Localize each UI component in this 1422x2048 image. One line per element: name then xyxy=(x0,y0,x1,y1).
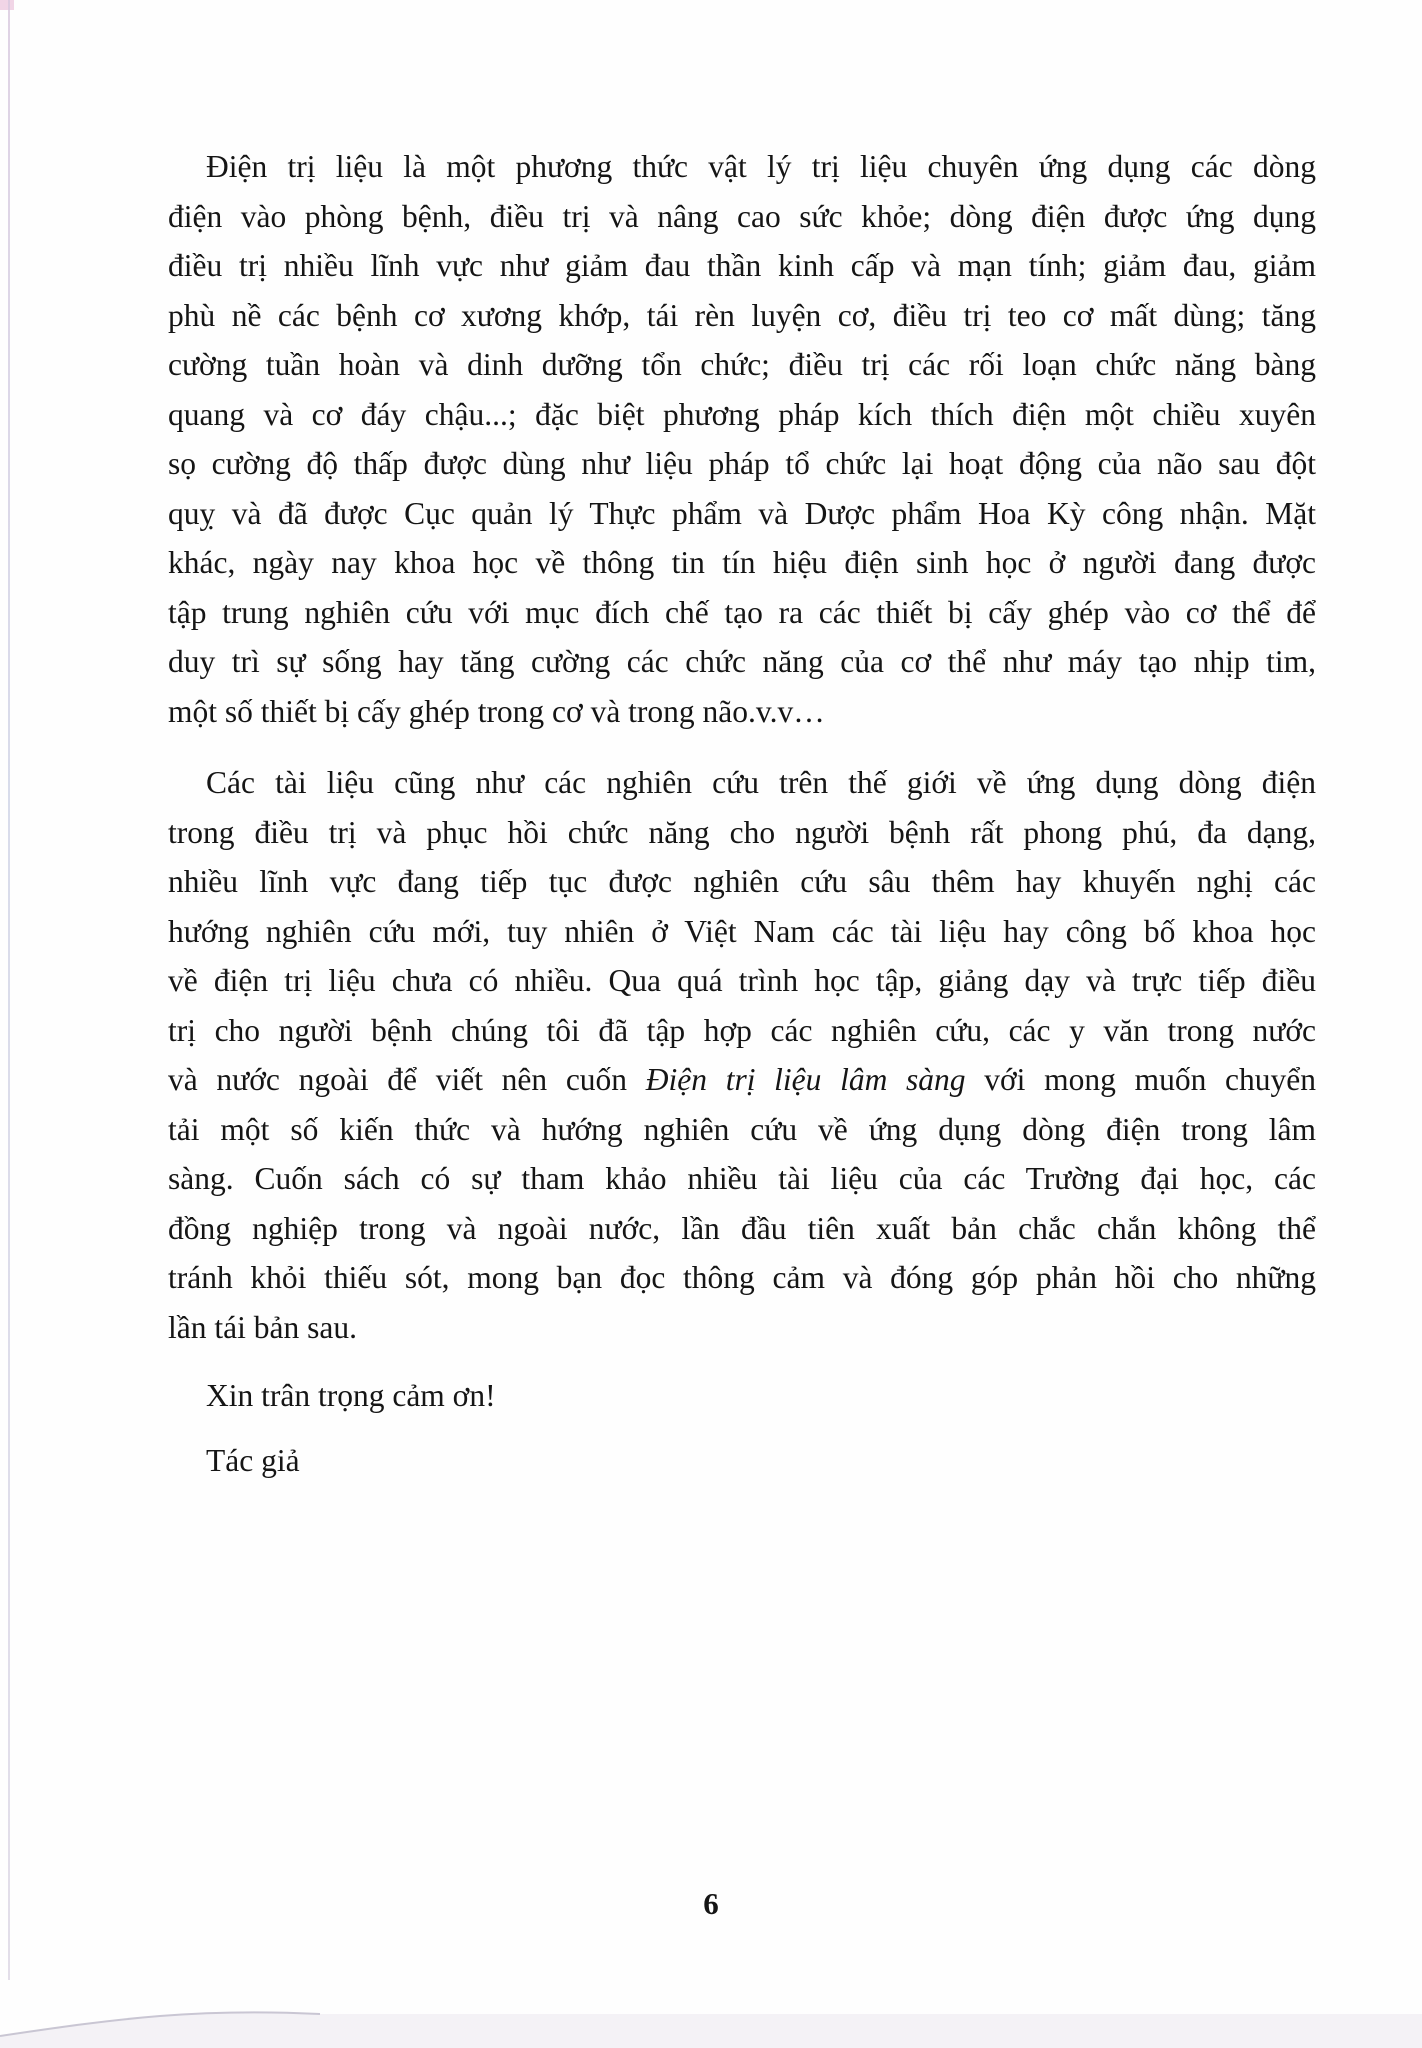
paragraph-2 xyxy=(168,758,1316,1352)
text-line: quỵ và đã được Cục quản lý Thực phẩm và Dược phẩm Hoa Kỳ công nhận. Mặt xyxy=(168,495,1316,531)
page-number: 6 xyxy=(703,1886,719,1921)
author-signature: Tác giả xyxy=(206,1443,300,1478)
text-segment: và nước ngoài để viết nên cuốn xyxy=(168,1062,646,1097)
paragraph-1 xyxy=(168,142,1316,736)
book-title: Điện trị liệu lâm sàng xyxy=(645,1062,966,1097)
text-line: điện vào phòng bệnh, điều trị và nâng cao sức khỏe; dòng điện được ứng dụng xyxy=(168,198,1316,234)
text-line: đồng nghiệp trong và ngoài nước, lần đầu tiên xuất bản chắc chắn không thể xyxy=(168,1210,1316,1246)
text-line: tập trung nghiên cứu với mục đích chế tạo ra các thiết bị cấy ghép vào cơ thể để xyxy=(168,594,1316,630)
text-line: trong điều trị và phục hồi chức năng cho người bệnh rất phong phú, đa dạng, xyxy=(168,814,1316,850)
text-line: nhiều lĩnh vực đang tiếp tục được nghiên cứu sâu thêm hay khuyến nghị các xyxy=(168,864,1316,899)
text-line: cường tuần hoàn và dinh dưỡng tổn chức; điều trị các rối loạn chức năng bàng xyxy=(168,347,1316,382)
text-line: khác, ngày nay khoa học về thông tin tín hiệu điện sinh học ở người đang được xyxy=(168,545,1316,580)
text-line: sọ cường độ thấp được dùng như liệu pháp tổ chức lại hoạt động của não sau đột xyxy=(168,446,1316,481)
text-line: Điện trị liệu là một phương thức vật lý trị liệu chuyên ứng dụng các dòng xyxy=(206,149,1316,184)
text-line: về điện trị liệu chưa có nhiều. Qua quá trình học tập, giảng dạy và trực tiếp điều xyxy=(168,963,1316,998)
text-line: trị cho người bệnh chúng tôi đã tập hợp các nghiên cứu, các y văn trong nước xyxy=(168,1012,1316,1048)
text-line: sàng. Cuốn sách có sự tham khảo nhiều tài liệu của các Trường đại học, các xyxy=(168,1161,1316,1196)
body-text xyxy=(168,142,1316,1374)
scan-corner-mark xyxy=(0,0,14,10)
text-line: quang và cơ đáy chậu...; đặc biệt phương pháp kích thích điện một chiều xuyên xyxy=(168,396,1316,432)
text-line: một số thiết bị cấy ghép trong cơ và trong não.v.v… xyxy=(168,693,825,729)
text-line: điều trị nhiều lĩnh vực như giảm đau thần kinh cấp và mạn tính; giảm đau, giảm xyxy=(168,248,1316,283)
text-line xyxy=(168,1055,1316,1105)
text-line: phù nề các bệnh cơ xương khớp, tái rèn luyện cơ, điều trị teo cơ mất dùng; tăng xyxy=(168,297,1316,333)
text-line: tải một số kiến thức và hướng nghiên cứu về ứng dụng dòng điện trong lâm xyxy=(168,1111,1316,1147)
scan-bottom-edge xyxy=(0,1988,1422,2048)
text-line: hướng nghiên cứu mới, tuy nhiên ở Việt Nam các tài liệu hay công bố khoa học xyxy=(168,913,1316,949)
text-line: tránh khỏi thiếu sót, mong bạn đọc thông cảm và đóng góp phản hồi cho những xyxy=(168,1260,1316,1295)
text-line: lần tái bản sau. xyxy=(168,1309,357,1345)
text-segment: với mong muốn chuyển xyxy=(965,1062,1316,1097)
text-line: duy trì sự sống hay tăng cường các chức năng của cơ thể như máy tạo nhịp tim, xyxy=(168,644,1316,679)
text-line: Các tài liệu cũng như các nghiên cứu trên thế giới về ứng dụng dòng điện xyxy=(206,765,1316,800)
closing-thanks: Xin trân trọng cảm ơn! xyxy=(206,1378,496,1413)
scan-page-edge xyxy=(8,0,10,1980)
